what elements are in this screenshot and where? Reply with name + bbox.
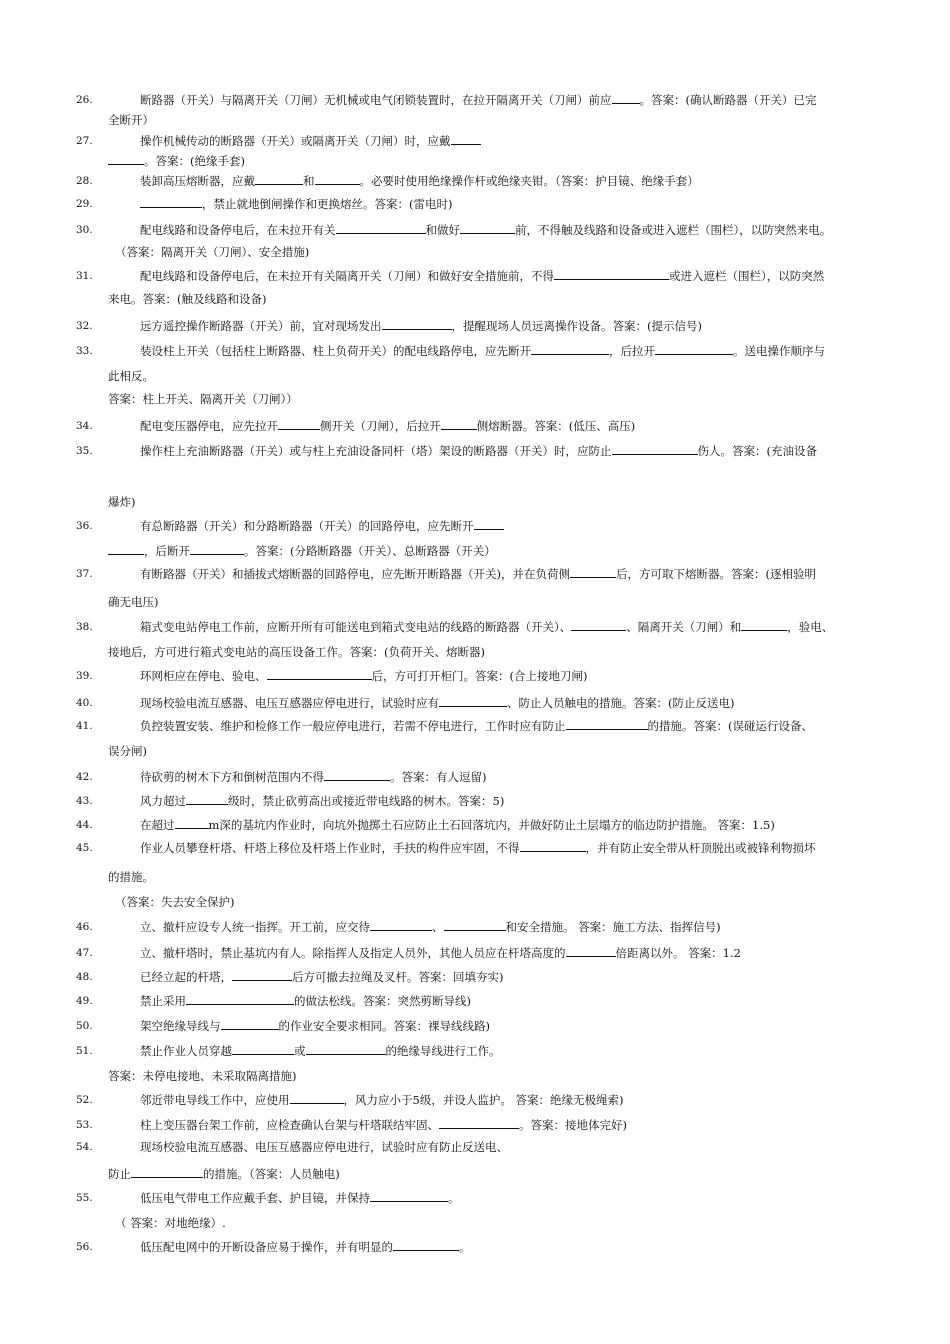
answer-blank: [306, 1043, 386, 1055]
text-segment: 邻近带电导线工作中，应使用: [140, 1093, 290, 1107]
question-number: 31.: [76, 270, 93, 282]
text-segment: 操作机械传动的断路器（开关）或隔离开关（刀闸）时，应戴: [140, 134, 451, 148]
answer-blank: [612, 92, 640, 104]
question-text: [140, 1090, 623, 1110]
answer-blank: [232, 1043, 294, 1055]
question-number: 42.: [76, 771, 93, 783]
question-line: [0, 242, 950, 262]
question-line: [0, 716, 950, 736]
question-number: 30.: [76, 224, 93, 236]
question-text: [140, 815, 775, 835]
text-segment: 、: [432, 920, 444, 934]
answer-blank: [108, 153, 144, 165]
text-segment: 侧开关（刀闸），后拉开: [320, 419, 441, 433]
question-number: 48.: [76, 971, 93, 983]
text-segment: 后方可撤去拉绳及叉杆。答案：回填夯实): [292, 970, 504, 984]
question-text: [140, 617, 833, 637]
question-line: [0, 266, 950, 286]
answer-blank: [566, 718, 648, 730]
text-segment: 或: [294, 1044, 306, 1058]
text-segment: 现场校验电流互感器、电压互感器应停电进行，试验时应有防止反送电、: [140, 1140, 508, 1154]
text-segment: 。: [448, 1191, 460, 1205]
text-segment: 装卸高压熔断器，应戴: [140, 174, 255, 188]
question-text-continued: [108, 642, 485, 662]
question-line: [0, 564, 950, 584]
text-segment: 待砍剪的树木下方和倒树范围内不得: [140, 770, 324, 784]
question-line: [0, 791, 950, 811]
text-segment: 已经立起的杆塔，: [140, 970, 232, 984]
answer-blank: [571, 619, 626, 631]
answer-blank: [290, 1092, 344, 1104]
question-line: [0, 1115, 950, 1135]
text-segment: 。答案：接地体完好): [519, 1118, 627, 1132]
question-line: [0, 110, 950, 130]
question-number: 36.: [76, 520, 93, 532]
question-number: 40.: [76, 697, 93, 709]
question-text-continued: [108, 1066, 297, 1086]
text-segment: 前，不得触及线路和设备或进入遮栏（围栏），以防突然来电。: [515, 223, 832, 237]
question-line: [0, 642, 950, 662]
question-text: [140, 194, 452, 214]
question-number: 33.: [76, 345, 93, 357]
question-text-continued: [108, 541, 496, 561]
question-text-continued: [115, 892, 235, 912]
question-text: [140, 1115, 627, 1135]
answer-blank: [370, 919, 432, 931]
text-segment: （ 答案：对地绝缘）.: [115, 1216, 226, 1230]
question-line: [0, 767, 950, 787]
text-segment: ，后断开: [144, 544, 190, 558]
question-number: 45.: [76, 842, 93, 854]
text-segment: 装设柱上开关（包括柱上断路器、柱上负荷开关）的配电线路停电，应先断开: [140, 344, 531, 358]
answer-blank: [566, 945, 616, 957]
text-segment: （答案：隔离开关（刀闸）、安全措施): [115, 245, 310, 259]
text-segment: 环网柜应在停电、验电、: [140, 669, 267, 683]
question-number: 27.: [76, 135, 93, 147]
question-line: [0, 967, 950, 987]
question-line: [0, 666, 950, 686]
text-segment: 的绝缘导线进行工作。: [385, 1044, 501, 1058]
text-segment: 低压配电网中的开断设备应易于操作，并有明显的: [140, 1240, 393, 1254]
text-segment: 。答案：(绝缘手套): [144, 154, 245, 168]
text-segment: 风力超过: [140, 794, 186, 808]
question-line: [0, 220, 950, 240]
question-line: [0, 1188, 950, 1208]
question-text: [140, 90, 817, 110]
question-text-continued: [108, 110, 154, 130]
answer-blank: [370, 1190, 448, 1202]
question-text: [140, 666, 587, 686]
answer-blank: [393, 1239, 459, 1251]
text-segment: 误分闸): [108, 744, 147, 758]
text-segment: ，提醒现场人员远离操作设备。答案：(提示信号): [451, 319, 702, 333]
text-segment: 或进入遮栏（围栏），以防突然: [669, 269, 825, 283]
question-text: [140, 791, 504, 811]
answer-blank: [441, 418, 477, 430]
question-text: [140, 1137, 508, 1157]
question-number: 55.: [76, 1192, 93, 1204]
answer-blank: [336, 222, 426, 234]
text-segment: 在超过: [140, 818, 175, 832]
question-text-continued: [108, 151, 245, 171]
text-segment: 。送电操作顺序与: [733, 344, 825, 358]
answer-blank: [531, 343, 609, 355]
answer-blank: [175, 817, 209, 829]
question-line: [0, 289, 950, 309]
answer-blank: [140, 196, 202, 208]
question-line: [0, 1237, 950, 1257]
question-line: [0, 838, 950, 858]
answer-blank: [278, 418, 320, 430]
question-line: [0, 815, 950, 835]
text-segment: 的措施。（答案：人员触电): [203, 1167, 340, 1181]
question-text: [140, 991, 471, 1011]
question-text: [140, 516, 504, 536]
question-line: [0, 741, 950, 761]
answer-blank: [324, 769, 390, 781]
text-segment: 伤人。答案：(充油设备: [697, 444, 817, 458]
text-segment: 防止: [108, 1167, 131, 1181]
question-number: 39.: [76, 670, 93, 682]
question-text: [140, 716, 813, 736]
question-line: [0, 341, 950, 361]
text-segment: 确无电压): [108, 595, 159, 609]
question-text: [140, 131, 481, 151]
question-text-continued: [115, 1213, 226, 1233]
answer-blank: [520, 840, 586, 852]
question-text-continued: [108, 1164, 340, 1184]
text-segment: 后，方可打开柜门。答案：(合上接地刀闸): [371, 669, 588, 683]
question-line: [0, 389, 950, 409]
question-text: [140, 416, 635, 436]
text-segment: 答案：柱上开关、隔离开关（刀闸））: [108, 392, 298, 406]
answer-blank: [186, 793, 228, 805]
question-text: [140, 943, 741, 963]
question-line: [0, 131, 950, 151]
question-line: [0, 1066, 950, 1086]
question-number: 43.: [76, 795, 93, 807]
text-segment: ，验电、: [787, 620, 834, 634]
answer-blank: [570, 566, 616, 578]
question-line: [0, 1137, 950, 1157]
question-line: [0, 943, 950, 963]
text-segment: m深的基坑内作业时，向坑外抛掷土石应防止土石回落坑内，并做好防止土层塌方的临边防护措施。 答案：1.5): [208, 818, 775, 832]
answer-blank: [267, 668, 372, 680]
text-segment: 立、撤杆塔时，禁止基坑内有人。除指挥人及指定人员外，其他人员应在杆塔高度的: [140, 946, 566, 960]
answer-blank: [741, 619, 787, 631]
question-text-continued: [108, 492, 136, 512]
text-segment: 有断路器（开关）和插拔式熔断器的回路停电，应先断开断路器（开关)，并在负荷侧: [140, 567, 570, 581]
question-line: [0, 541, 950, 561]
question-line: [0, 416, 950, 436]
text-segment: ，并有防止安全带从杆顶脱出或被锋利物损坏: [585, 841, 816, 855]
question-text-continued: [115, 242, 309, 262]
question-line: [0, 1090, 950, 1110]
question-text-continued: [108, 867, 154, 887]
question-number: 56.: [76, 1241, 93, 1253]
text-segment: 来电。答案：(触及线路和设备): [108, 292, 267, 306]
question-line: [0, 917, 950, 937]
question-text: [140, 967, 503, 987]
answer-blank: [460, 222, 515, 234]
text-segment: 架空绝缘导线与: [140, 1019, 221, 1033]
question-line: [0, 194, 950, 214]
question-text: [140, 316, 702, 336]
answer-blank: [221, 1018, 279, 1030]
text-segment: 。答案：有人逗留): [390, 770, 487, 784]
question-line: [0, 1041, 950, 1061]
question-text: [140, 917, 721, 937]
question-number: 26.: [76, 94, 93, 106]
question-text-continued: [108, 366, 154, 386]
question-line: [0, 492, 950, 512]
answer-blank: [108, 543, 144, 555]
text-segment: 作业人员攀登杆塔、杆塔上移位及杆塔上作业时，手扶的构件应牢固，不得: [140, 841, 520, 855]
question-line: [0, 1213, 950, 1233]
question-text: [140, 1188, 460, 1208]
text-segment: 。必要时使用绝缘操作杆或绝缘夹钳。（答案：护目镜、绝缘手套）: [359, 174, 699, 188]
question-number: 51.: [76, 1045, 93, 1057]
question-text: [140, 171, 699, 191]
answer-blank: [439, 1117, 519, 1129]
question-text-continued: [108, 289, 266, 309]
question-line: [0, 151, 950, 171]
question-line: [0, 892, 950, 912]
text-segment: 侧熔断器。答案：(低压、高压): [476, 419, 636, 433]
question-text-continued: [108, 592, 159, 612]
question-line: [0, 316, 950, 336]
question-text: [140, 693, 734, 713]
text-segment: ，后拉开: [609, 344, 655, 358]
question-text-continued: [108, 389, 298, 409]
answer-blank: [439, 695, 507, 707]
question-line: [0, 693, 950, 713]
text-segment: 、隔离开关（刀闸）和: [626, 620, 742, 634]
question-number: 34.: [76, 420, 93, 432]
question-number: 52.: [76, 1094, 93, 1106]
text-segment: 的措施。: [108, 870, 154, 884]
question-text: [140, 564, 816, 584]
text-segment: 、防止人员触电的措施。答案：(防止反送电): [507, 696, 735, 710]
question-line: [0, 867, 950, 887]
question-number: 53.: [76, 1119, 93, 1131]
text-segment: 禁止作业人员穿越: [140, 1044, 232, 1058]
question-text: [140, 1016, 490, 1036]
text-segment: 负控装置安装、维护和检修工作一般应停电进行，若需不停电进行，工作时应有防止: [140, 719, 566, 733]
question-number: 54.: [76, 1141, 93, 1153]
text-segment: 。: [459, 1240, 471, 1254]
question-number: 35.: [76, 445, 93, 457]
text-segment: 此相反。: [108, 369, 154, 383]
question-text: [140, 1237, 471, 1257]
question-number: 41.: [76, 720, 93, 732]
question-text: [140, 220, 831, 240]
question-line: [0, 516, 950, 536]
question-line: [0, 366, 950, 386]
text-segment: 配电线路和设备停电后，在未拉开有关: [140, 223, 336, 237]
question-number: 50.: [76, 1020, 93, 1032]
question-text-continued: [108, 741, 147, 761]
answer-blank: [315, 173, 360, 185]
answer-blank: [255, 173, 303, 185]
answer-blank: [655, 343, 733, 355]
text-segment: 全断开）: [108, 113, 154, 127]
answer-blank: [382, 318, 452, 330]
text-segment: 柱上变压器台架工作前，应检查确认台架与杆塔联结牢固、: [140, 1118, 439, 1132]
text-segment: 倍距离以外。 答案：1.2: [615, 946, 741, 960]
text-segment: 操作柱上充油断路器（开关）或与柱上充油设备同杆（塔）架设的断路器（开关）时，应防止: [140, 444, 612, 458]
text-segment: 禁止采用: [140, 994, 186, 1008]
question-number: 28.: [76, 175, 93, 187]
answer-blank: [444, 919, 506, 931]
text-segment: 配电线路和设备停电后，在未拉开有关隔离开关（刀闸）和做好安全措施前，不得: [140, 269, 554, 283]
question-line: [0, 1164, 950, 1184]
question-number: 32.: [76, 320, 93, 332]
text-segment: 级时，禁止砍剪高出或接近带电线路的树木。答案：5): [228, 794, 505, 808]
question-text: [140, 1041, 501, 1061]
question-text: [140, 838, 816, 858]
text-segment: 断路器（开关）与隔离开关（刀闸）无机械或电气闭锁装置时，在拉开隔离开关（刀闸）前应: [140, 93, 612, 107]
question-line: [0, 592, 950, 612]
question-number: 37.: [76, 568, 93, 580]
answer-blank: [612, 443, 698, 455]
question-number: 47.: [76, 947, 93, 959]
question-line: [0, 617, 950, 637]
question-line: [0, 441, 950, 461]
answer-blank: [186, 993, 294, 1005]
text-segment: 。答案：(确认断路器（开关）已完: [639, 93, 817, 107]
answer-blank: [131, 1166, 203, 1178]
question-number: 29.: [76, 198, 93, 210]
text-segment: 接地后，方可进行箱式变电站的高压设备工作。答案：(负荷开关、熔断器): [108, 645, 485, 659]
text-segment: 现场校验电流互感器、电压互感器应停电进行，试验时应有: [140, 696, 439, 710]
text-segment: 箱式变电站停电工作前，应断开所有可能送电到箱式变电站的线路的断路器（开关）、: [140, 620, 572, 634]
text-segment: 。答案：(分路断路器（开关）、总断路器（开关）: [244, 544, 496, 558]
text-segment: 后，方可取下熔断器。答案：(逐相验明: [615, 567, 816, 581]
text-segment: ，风力应小于5级，并设人监护。 答案：绝缘无极绳索): [343, 1093, 624, 1107]
text-segment: ，禁止就地倒闸操作和更换熔丝。答案：(雷电时): [202, 197, 453, 211]
question-number: 46.: [76, 921, 93, 933]
text-segment: 答案：未停电接地、未采取隔离措施): [108, 1069, 297, 1083]
text-segment: 爆炸): [108, 495, 136, 509]
text-segment: 配电变压器停电，应先拉开: [140, 419, 278, 433]
question-line: [0, 1016, 950, 1036]
question-text: [140, 767, 487, 787]
answer-blank: [451, 133, 481, 145]
question-number: 49.: [76, 995, 93, 1007]
text-segment: 和: [303, 174, 315, 188]
question-line: [0, 991, 950, 1011]
answer-blank: [554, 268, 669, 280]
text-segment: 有总断路器（开关）和分路断路器（开关）的回路停电，应先断开: [140, 519, 474, 533]
question-line: [0, 171, 950, 191]
text-segment: 和安全措施。 答案：施工方法、指挥信号): [505, 920, 721, 934]
question-number: 38.: [76, 621, 93, 633]
question-text: [140, 441, 817, 461]
question-text: [140, 266, 824, 286]
text-segment: 和做好: [425, 223, 460, 237]
text-segment: 低压电气带电工作应戴手套、护目镜，并保持: [140, 1191, 370, 1205]
answer-blank: [474, 518, 504, 530]
text-segment: 的作业安全要求相同。答案：裸导线线路): [278, 1019, 490, 1033]
text-segment: 远方遥控操作断路器（开关）前，宜对现场发出: [140, 319, 382, 333]
text-segment: （答案：失去安全保护): [115, 895, 235, 909]
question-number: 44.: [76, 819, 93, 831]
text-segment: 的做法松线。答案：突然剪断导线): [294, 994, 471, 1008]
question-line: [0, 90, 950, 110]
answer-blank: [232, 969, 292, 981]
question-text: [140, 341, 825, 361]
answer-blank: [190, 543, 244, 555]
text-segment: 的措施。答案：(误碰运行设备、: [647, 719, 813, 733]
text-segment: 立、撤杆应设专人统一指挥。开工前，应交待: [140, 920, 370, 934]
